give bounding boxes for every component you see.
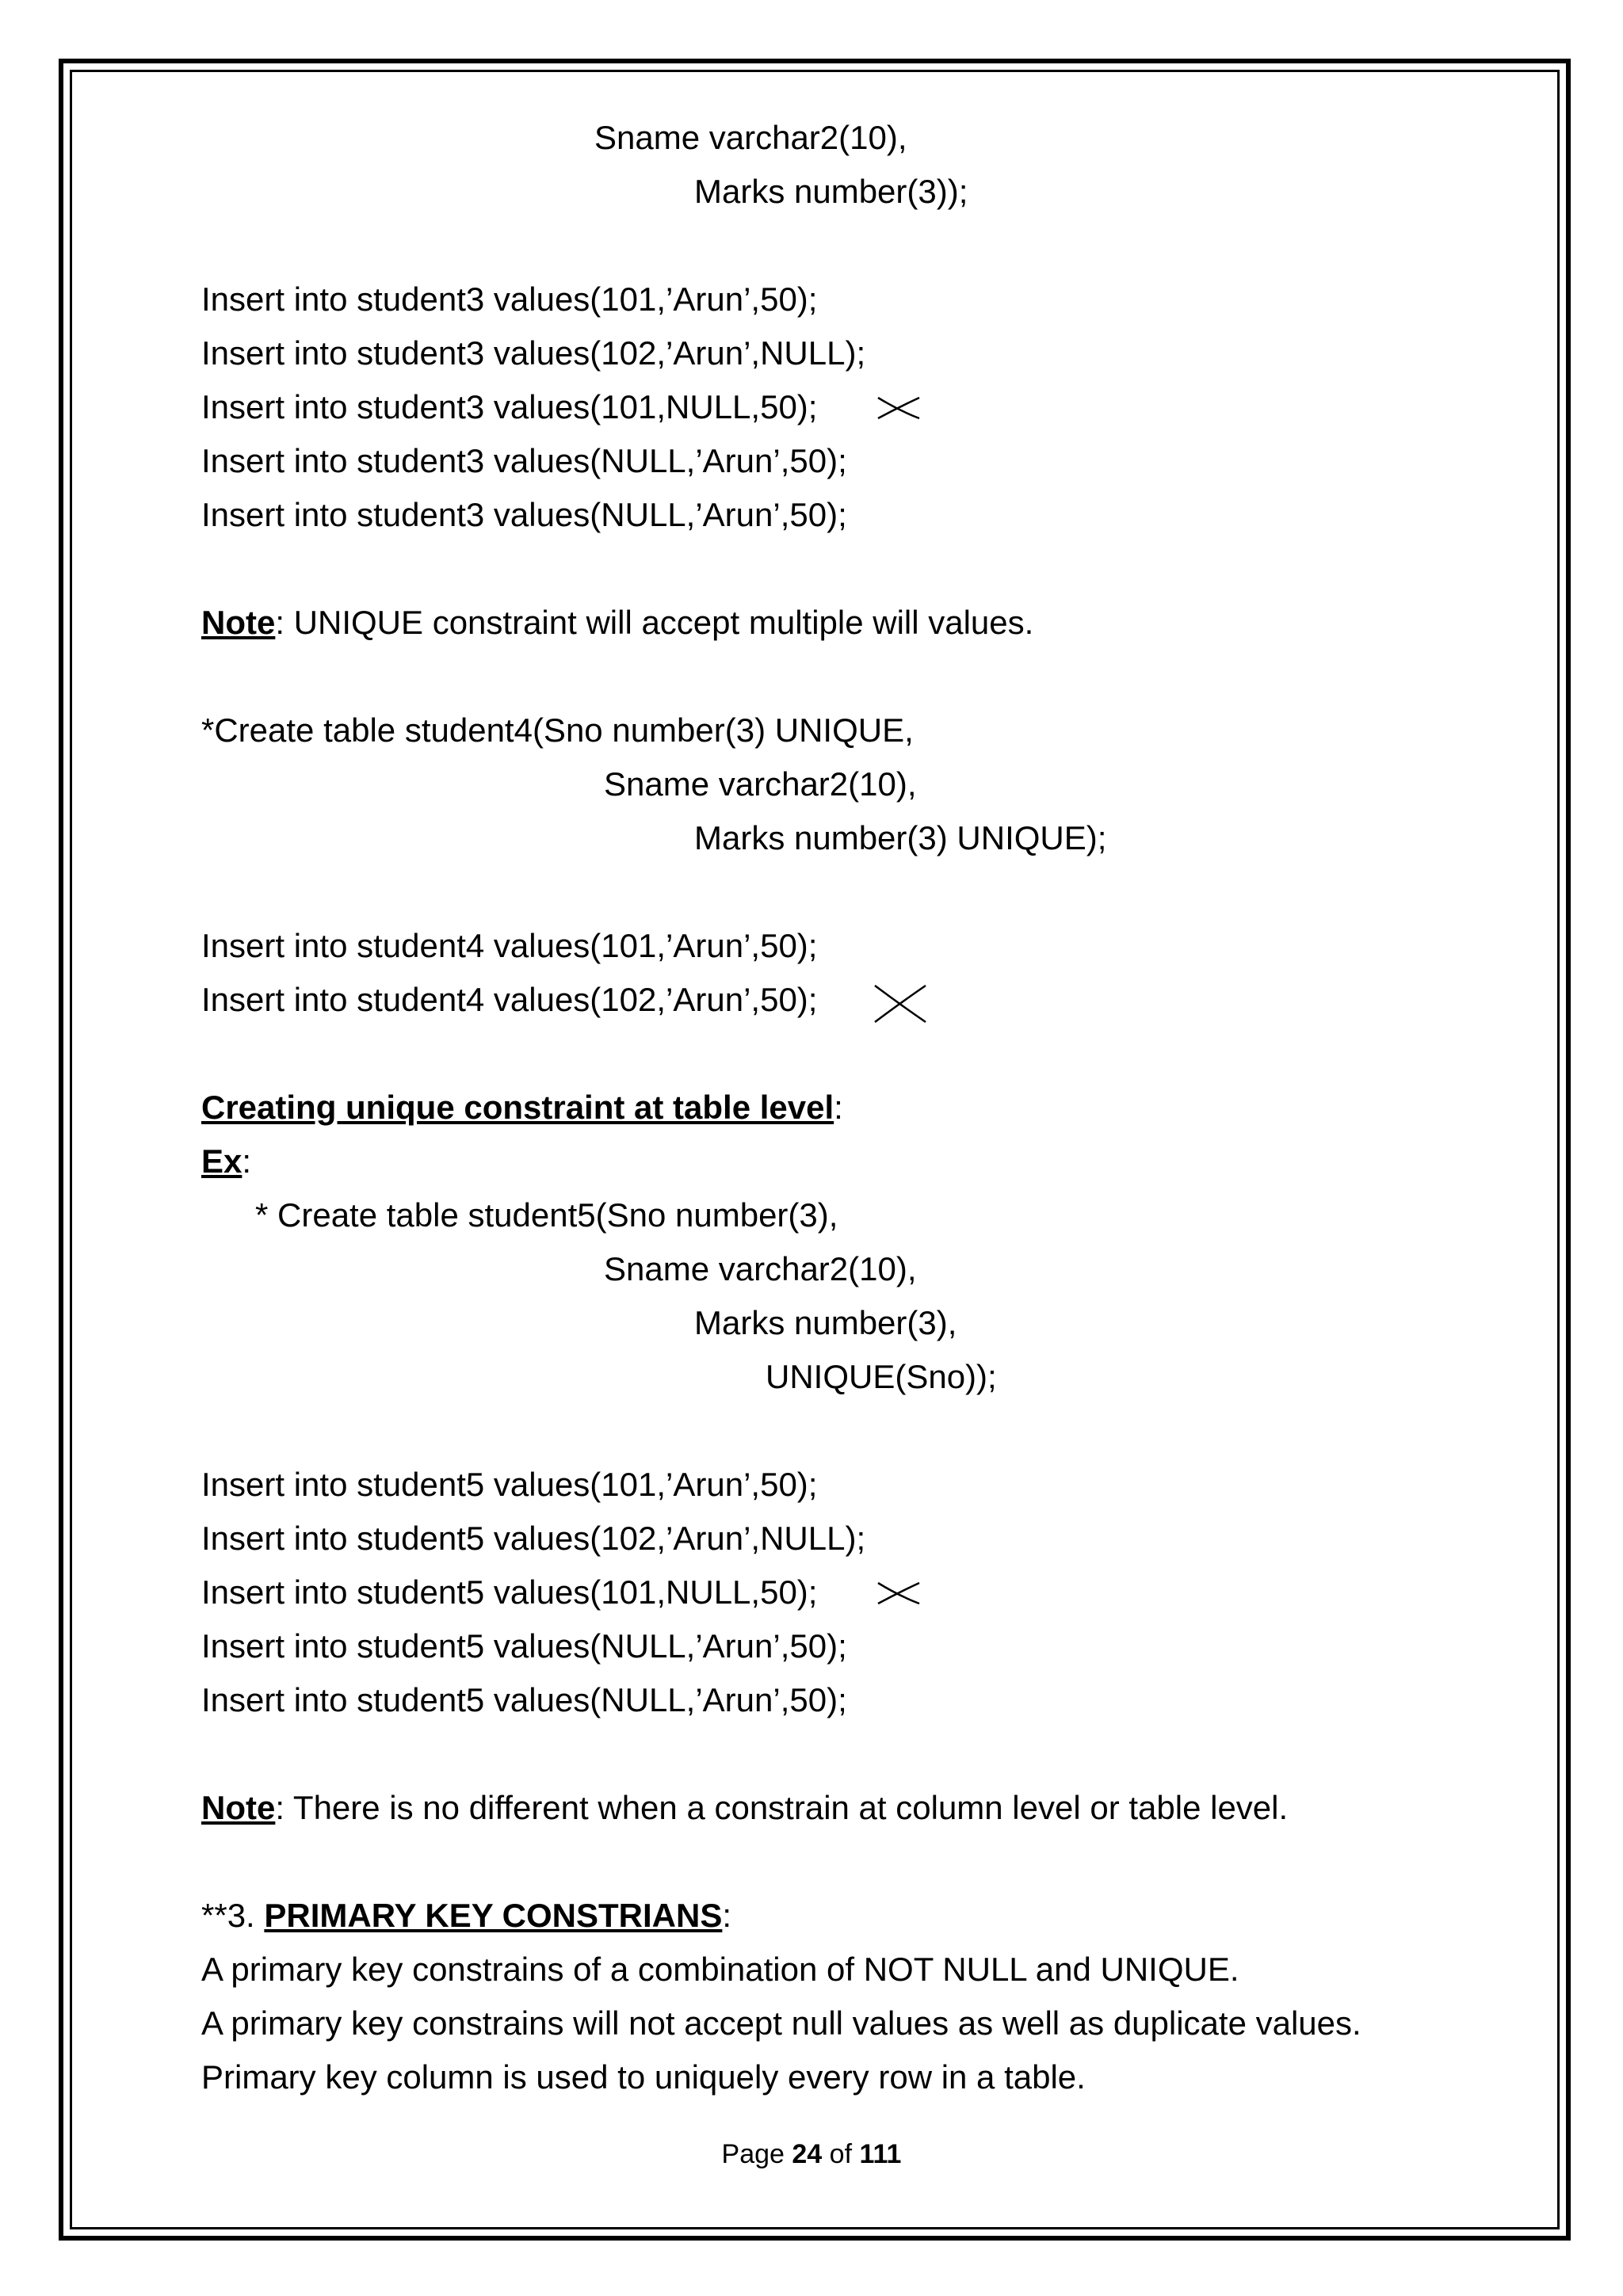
heading-text: PRIMARY KEY CONSTRIANS: [264, 1897, 723, 1934]
code-line: Insert into student4 values(102,’Arun’,50);: [201, 981, 818, 1018]
section-heading: [201, 1897, 731, 1935]
code-line: Marks number(3) UNIQUE);: [694, 819, 1107, 856]
example-label: Ex: [201, 1142, 242, 1180]
example-label-line: [201, 1142, 251, 1180]
footer-page-number: 24: [792, 2139, 823, 2169]
page-footer: [0, 2139, 1623, 2170]
cross-mark-icon: [876, 395, 921, 421]
note-label: Note: [201, 604, 276, 641]
heading-suffix: :: [834, 1089, 843, 1126]
code-line: Insert into student3 values(NULL,’Arun’,50);: [201, 496, 847, 533]
code-line: Sname varchar2(10),: [604, 765, 917, 803]
code-line: Insert into student3 values(101,’Arun’,50);: [201, 280, 818, 318]
note-paragraph: [201, 604, 1033, 642]
footer-of-word: of: [822, 2139, 860, 2169]
code-line: * Create table student5(Sno number(3),: [255, 1196, 838, 1234]
code-line: Marks number(3),: [694, 1304, 957, 1341]
code-line: Insert into student3 values(NULL,’Arun’,50);: [201, 442, 847, 479]
note-label: Note: [201, 1789, 276, 1826]
code-line: Insert into student5 values(102,’Arun’,NULL);: [201, 1520, 866, 1557]
cross-mark-icon: [872, 982, 929, 1025]
code-line: Insert into student5 values(101,NULL,50);: [201, 1573, 818, 1611]
body-text: A primary key constrains of a combination of NOT NULL and UNIQUE.: [201, 1951, 1239, 1988]
code-line: Insert into student3 values(101,NULL,50);: [201, 388, 818, 425]
section-heading: [201, 1089, 843, 1127]
code-line: Sname varchar2(10),: [604, 1250, 917, 1287]
code-line: Insert into student5 values(NULL,’Arun’,50);: [201, 1681, 847, 1718]
heading-prefix: **3.: [201, 1897, 265, 1934]
note-text: : There is no different when a constrain at column level or table level.: [275, 1789, 1289, 1826]
example-suffix: :: [242, 1142, 252, 1180]
code-line: Marks number(3));: [694, 173, 968, 210]
code-line: Insert into student5 values(NULL,’Arun’,50);: [201, 1627, 847, 1665]
code-line: UNIQUE(Sno));: [766, 1358, 997, 1395]
code-line: Sname varchar2(10),: [594, 119, 907, 156]
note-text: : UNIQUE constraint will accept multiple will values.: [275, 604, 1034, 641]
footer-page-word: Page: [721, 2139, 792, 2169]
note-paragraph: [201, 1789, 1288, 1827]
code-line: Insert into student5 values(101,’Arun’,50);: [201, 1466, 818, 1503]
cross-mark-icon: [876, 1580, 921, 1607]
heading-text: Creating unique constraint at table level: [201, 1089, 834, 1126]
body-text: A primary key constrains will not accept null values as well as duplicate values.: [201, 2004, 1361, 2042]
body-text: Primary key column is used to uniquely every row in a table.: [201, 2058, 1086, 2096]
code-line: Insert into student3 values(102,’Arun’,NULL);: [201, 334, 866, 372]
code-line: Insert into student4 values(101,’Arun’,50);: [201, 927, 818, 964]
heading-suffix: :: [722, 1897, 732, 1934]
code-line: *Create table student4(Sno number(3) UNIQUE,: [201, 711, 914, 749]
footer-total-pages: 111: [859, 2139, 902, 2169]
